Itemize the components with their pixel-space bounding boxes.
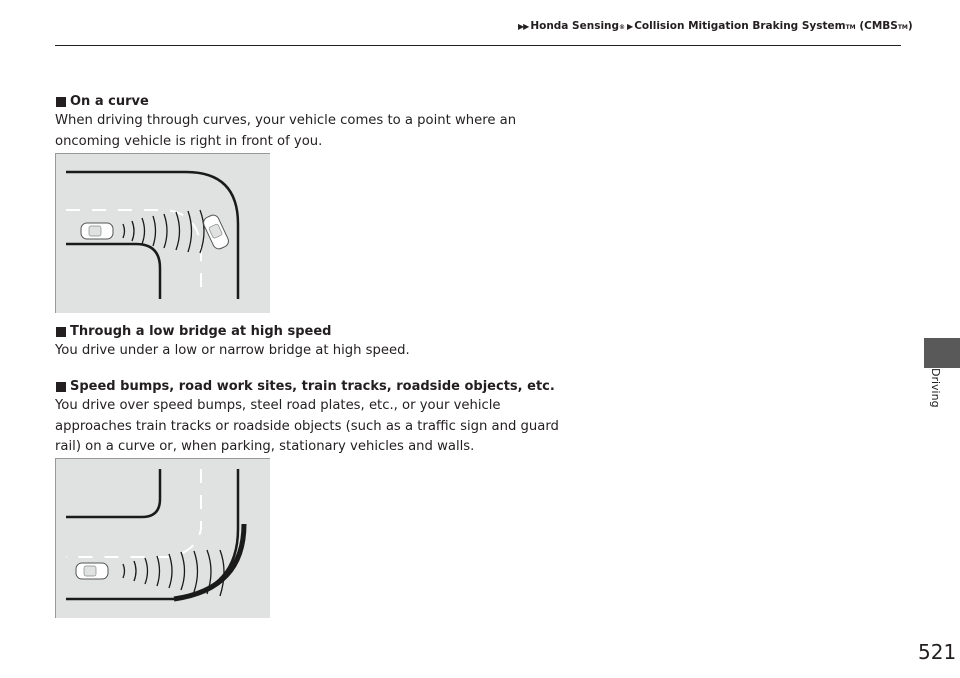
breadcrumb: ▶▶ Honda Sensing ® ▶ Collision Mitigation Braking System TM (CMBS TM ) bbox=[518, 20, 913, 32]
section-low-bridge bbox=[55, 323, 585, 362]
curve-oncoming-vehicle-illustration bbox=[56, 154, 271, 314]
breadcrumb-item-cmbs-abbr: (CMBS bbox=[859, 20, 898, 32]
chapter-label-text: Driving bbox=[929, 368, 942, 408]
breadcrumb-item-honda-sensing: Honda Sensing bbox=[530, 20, 620, 32]
section-body: You drive under a low or narrow bridge at high speed. bbox=[55, 343, 410, 358]
section-heading-text: Speed bumps, road work sites, train tracks, roadside objects, etc. bbox=[70, 379, 555, 394]
section-heading bbox=[55, 378, 585, 396]
section-on-a-curve bbox=[55, 93, 585, 152]
figure-curve-oncoming bbox=[55, 153, 270, 313]
section-heading bbox=[55, 93, 585, 111]
header-rule bbox=[55, 45, 901, 46]
section-heading-text: Through a low bridge at high speed bbox=[70, 324, 332, 339]
curve-guard-rail-illustration bbox=[56, 459, 271, 619]
breadcrumb-item-cmbs: Collision Mitigation Braking System bbox=[634, 20, 846, 32]
section-speed-bumps bbox=[55, 378, 585, 458]
square-bullet-icon bbox=[56, 97, 66, 107]
chapter-tab bbox=[924, 338, 960, 368]
section-heading bbox=[55, 323, 585, 341]
breadcrumb-close-paren: ) bbox=[907, 20, 913, 32]
square-bullet-icon bbox=[56, 327, 66, 337]
section-body: When driving through curves, your vehicle comes to a point where an oncoming vehicle is right in front of you. bbox=[55, 113, 517, 149]
figure-curve-guard-rail bbox=[55, 458, 270, 618]
double-arrow-icon: ▶▶ bbox=[518, 22, 529, 31]
section-body: You drive over speed bumps, steel road plates, etc., or your vehicle approaches train tracks or roadside objects (such as a traffic sign and guard rail) on a curve or, when parking, stationary vehicles and walls. bbox=[55, 398, 559, 454]
page-header bbox=[55, 19, 913, 41]
page-number: 521 bbox=[918, 640, 957, 664]
square-bullet-icon bbox=[56, 382, 66, 392]
arrow-icon: ▶ bbox=[627, 22, 633, 31]
chapter-label bbox=[926, 368, 946, 438]
section-heading-text: On a curve bbox=[70, 94, 149, 109]
